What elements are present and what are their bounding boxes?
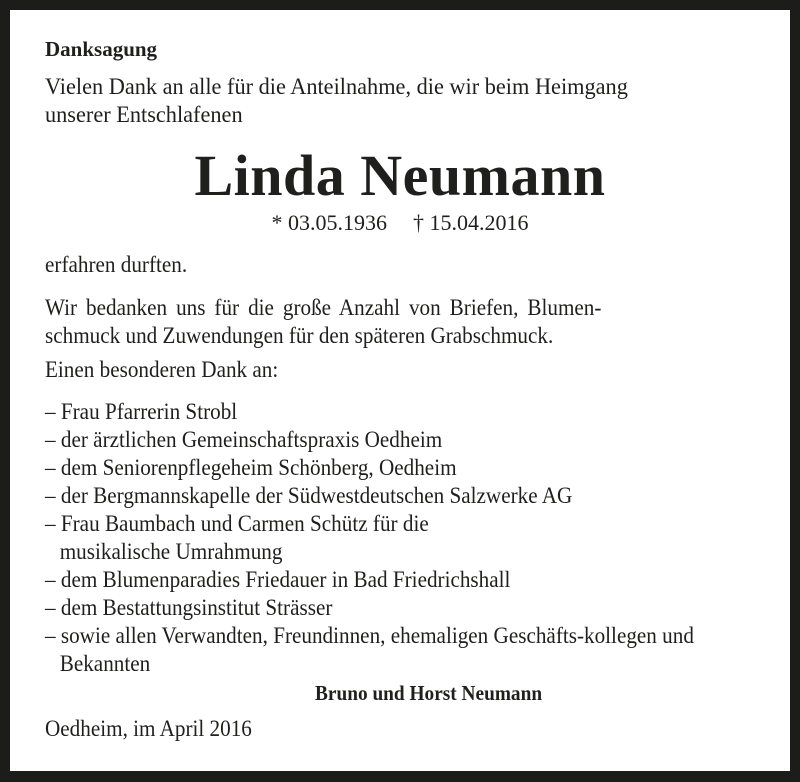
list-item: – Frau Baumbach und Carmen Schütz für die musikalische Umrahmung <box>45 511 429 564</box>
list-item: – dem Blumenparadies Friedauer in Bad Friedrichshall <box>45 567 511 592</box>
list-item: – sowie allen Verwandten, Freundinnen, ehemaligen Geschäfts-kollegen und Bekannten <box>45 623 694 676</box>
list-item: – der ärztlichen Gemeinschaftspraxis Oedheim <box>45 427 443 452</box>
special-thanks-list <box>45 398 707 678</box>
life-dates <box>10 210 790 236</box>
intro-line-2: unserer Entschlafenen <box>45 102 243 127</box>
notice-heading: Danksagung <box>45 37 158 61</box>
thanks-line-1: Wir bedanken uns für die große Anzahl von Briefen, Blumen- <box>45 295 602 320</box>
intro-text <box>45 73 628 129</box>
place-date: Oedheim, im April 2016 <box>45 716 252 741</box>
list-item: – der Bergmannskapelle der Südwestdeutschen Salzwerke AG <box>45 483 573 508</box>
death-date: † 15.04.2016 <box>413 210 529 235</box>
signature: Bruno und Horst Neumann <box>315 681 543 705</box>
thanks-paragraph <box>45 294 601 350</box>
after-name-text: erfahren durften. <box>45 252 188 277</box>
birth-date: * 03.05.1936 <box>271 210 387 235</box>
deceased-name: Linda Neumann <box>194 143 606 208</box>
list-item: – dem Seniorenpflegeheim Schönberg, Oedheim <box>45 455 457 480</box>
list-item: – dem Bestattungsinstitut Strässer <box>45 595 333 620</box>
intro-line-1: Vielen Dank an alle für die Anteilnahme, die wir beim Heimgang <box>45 74 628 99</box>
notice-card <box>10 10 790 771</box>
special-thanks-label: Einen besonderen Dank an: <box>45 357 279 382</box>
thanks-line-2: schmuck und Zuwendungen für den späteren Grabschmuck. <box>45 323 554 348</box>
list-item: – Frau Pfarrerin Strobl <box>45 399 238 424</box>
